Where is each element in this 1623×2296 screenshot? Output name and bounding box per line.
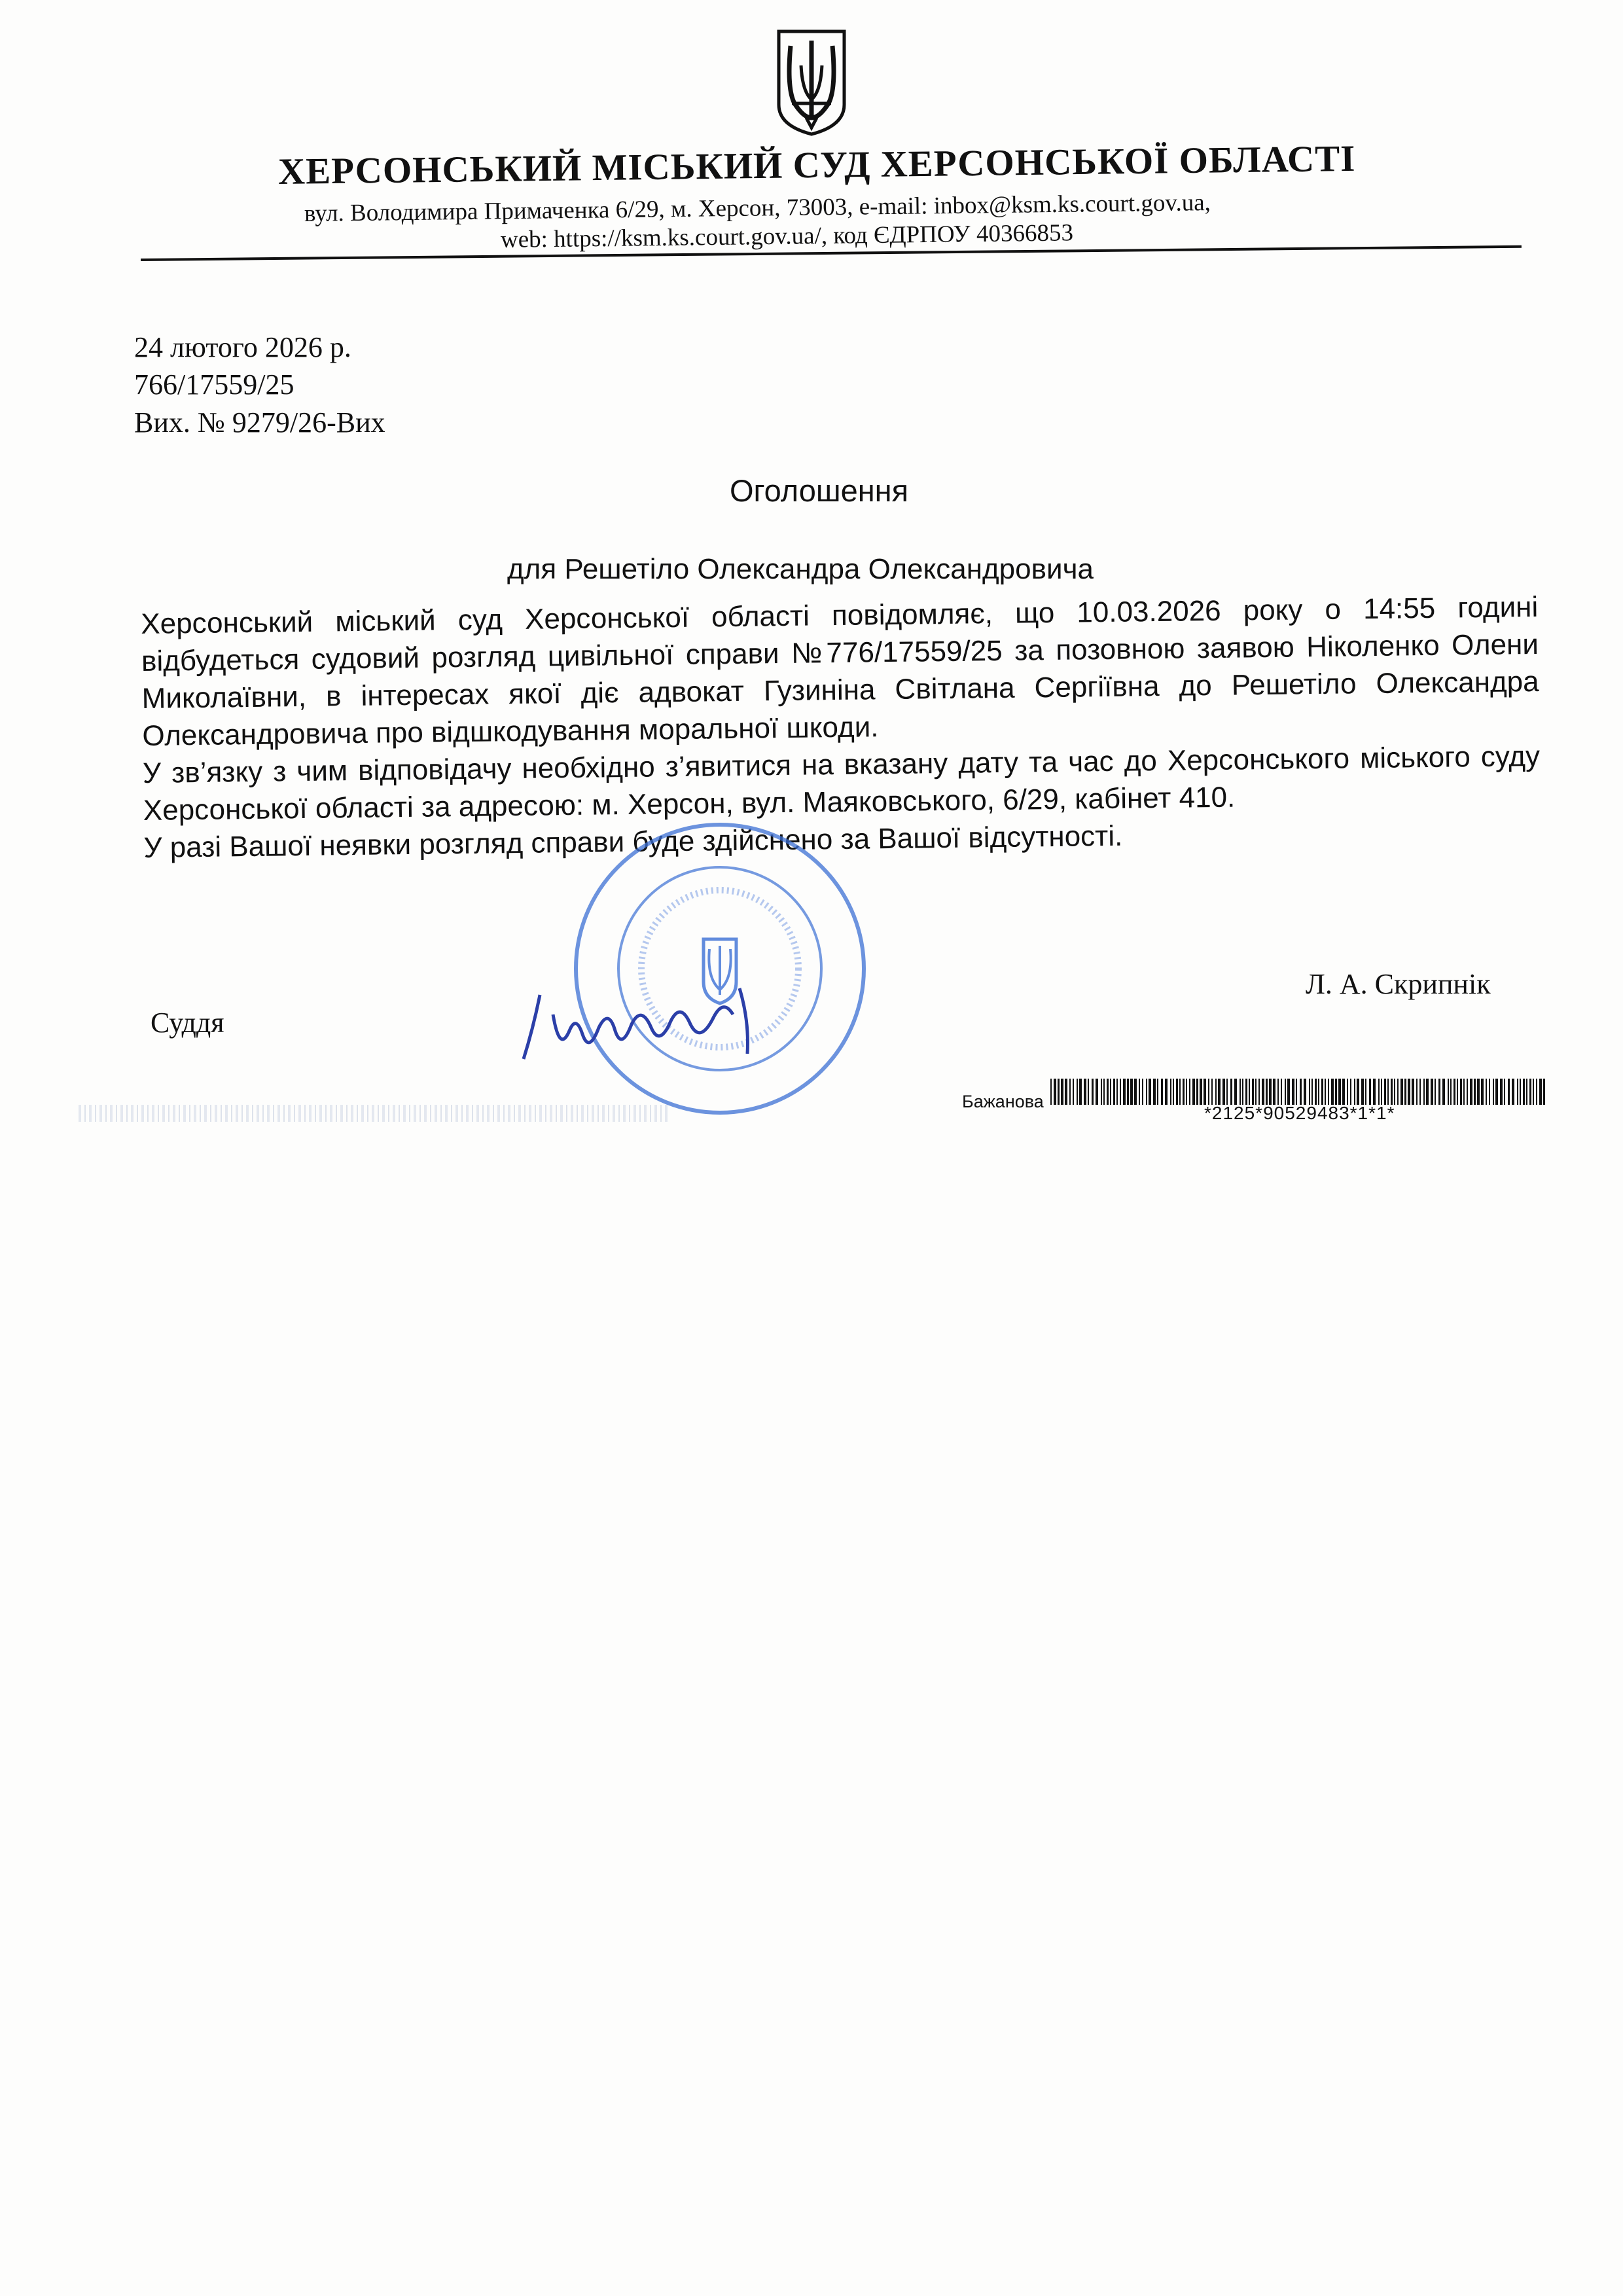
barcode-bar [1457, 1079, 1458, 1105]
barcode-bar [1361, 1079, 1364, 1105]
barcode-bar [1054, 1079, 1056, 1105]
court-address-line-1: вул. Володимира Примаченка 6/29, м. Херсон, 73003, e-mail: inbox@ksm.ks.court.gov.ua, [304, 189, 1211, 227]
body-paragraph-3: У разі Вашої неявки розгляд справи буде здійснено за Вашої відсутності. [143, 819, 1123, 864]
document-barcode [1050, 1079, 1548, 1105]
barcode-bar [1470, 1079, 1472, 1105]
barcode-bar [1196, 1079, 1198, 1105]
barcode-bar [1242, 1079, 1243, 1105]
barcode-bar [1431, 1079, 1433, 1105]
body-paragraph-1: Херсонський міський суд Херсонської області повідомляє, що 10.03.2026 року о 14:55 годині відбудеться судовий розгляд цивільної справи №776/17559/25 за позовною заявою Ніколенко Олени Миколаївни, в інтересах якої діє адвокат Гузиніна Світлана Сергіївна до Решетіло Олександра Олександровича про відшкодування моральної шкоди. [141, 590, 1539, 752]
barcode-bar [1397, 1079, 1399, 1105]
barcode-bar [1400, 1079, 1403, 1105]
barcode-bar [1123, 1079, 1126, 1105]
barcode-bar [1077, 1079, 1078, 1105]
barcode-bar [1486, 1079, 1487, 1105]
barcode-bar [1211, 1079, 1213, 1105]
barcode-bar [1296, 1079, 1297, 1105]
barcode-bar [1347, 1079, 1348, 1105]
barcode-bar [1304, 1079, 1306, 1105]
barcode-bar [1226, 1079, 1228, 1105]
case-number: 766/17559/25 [134, 368, 294, 401]
barcode-bar [1285, 1079, 1286, 1105]
barcode-bar [1523, 1079, 1525, 1105]
barcode-bar [1426, 1079, 1429, 1105]
barcode-bar [1331, 1079, 1334, 1105]
barcode-bar [1103, 1079, 1105, 1105]
barcode-bar [1255, 1079, 1257, 1105]
judge-name: Л. А. Скрипнік [1306, 968, 1491, 1000]
body-paragraph-2: У зв’язку з чим відповідачу необхідно з’явитися на вказану дату та час до Херсонського міського суду Херсонської області за адресою: м. Херсон, вул. Маяковського, 6/29, кабінет 410. [142, 740, 1541, 827]
barcode-bar [1474, 1079, 1476, 1105]
barcode-bar [1273, 1079, 1275, 1105]
barcode-bar [1127, 1079, 1129, 1105]
barcode-bar [1423, 1079, 1425, 1105]
barcode-bar [1240, 1079, 1241, 1105]
barcode-bar [1215, 1079, 1217, 1105]
barcode-bar [1450, 1079, 1452, 1105]
barcode-bar [1529, 1079, 1531, 1105]
barcode-bar [1394, 1079, 1395, 1105]
barcode-bar [1200, 1079, 1202, 1105]
barcode-bar [1311, 1079, 1313, 1105]
barcode-bar [1092, 1079, 1094, 1105]
barcode-bar [1435, 1079, 1436, 1105]
barcode-bar [1517, 1079, 1518, 1105]
barcode-bar [1161, 1079, 1163, 1105]
barcode-bar [1192, 1079, 1195, 1105]
barcode-author: Бажанова [962, 1092, 1044, 1111]
barcode-bar [1258, 1079, 1260, 1105]
barcode-bar [1442, 1079, 1445, 1105]
barcode-bar [1404, 1079, 1406, 1105]
recipient-line: для Решетіло Олександра Олександровича [507, 553, 1094, 585]
barcode-bar [1373, 1079, 1376, 1105]
barcode-bar [1252, 1079, 1254, 1105]
barcode-bar [1173, 1079, 1174, 1105]
trident-emblem-icon [772, 26, 851, 137]
barcode-bar [1058, 1079, 1060, 1105]
barcode-bar [1533, 1079, 1534, 1105]
barcode-bar [1234, 1079, 1237, 1105]
barcode-bar [1438, 1079, 1440, 1105]
barcode-bar [1508, 1079, 1510, 1105]
barcode-bar [1262, 1079, 1264, 1105]
barcode-bar [1300, 1079, 1302, 1105]
barcode-bar [1222, 1079, 1225, 1105]
barcode-bar [1365, 1079, 1366, 1105]
barcode-bar [1309, 1079, 1310, 1105]
barcode-bar [1208, 1079, 1209, 1105]
barcode-bar [1218, 1079, 1221, 1105]
barcode-bar [1266, 1079, 1268, 1105]
barcode-bar [1170, 1079, 1171, 1105]
barcode-bar [1391, 1079, 1393, 1105]
barcode-bar [1481, 1079, 1484, 1105]
barcode-bar [1287, 1079, 1290, 1105]
barcode-code: *2125*90529483*1*1* [1204, 1103, 1395, 1123]
barcode-bar [1189, 1079, 1190, 1105]
barcode-bar [1378, 1079, 1380, 1105]
barcode-bar [1107, 1079, 1109, 1105]
barcode-bar [1120, 1079, 1121, 1105]
barcode-bar [1281, 1079, 1282, 1105]
barcode-bar [1495, 1079, 1498, 1105]
barcode-bar [1101, 1079, 1102, 1105]
barcode-bar [1477, 1079, 1480, 1105]
barcode-bar [1520, 1079, 1521, 1105]
barcode-bar [1149, 1079, 1151, 1105]
barcode-bar [1350, 1079, 1351, 1105]
barcode-bar [1493, 1079, 1494, 1105]
barcode-bar [1153, 1079, 1156, 1105]
barcode-bar [1387, 1079, 1389, 1105]
barcode-bar [1113, 1079, 1115, 1105]
barcode-bar [1321, 1079, 1323, 1105]
barcode-bar [1249, 1079, 1250, 1105]
judge-signature [504, 969, 792, 1067]
barcode-bar [1419, 1079, 1421, 1105]
barcode-bar [1512, 1079, 1514, 1105]
barcode-bar [1292, 1079, 1294, 1105]
barcode-bar [1467, 1079, 1468, 1105]
barcode-bar [1315, 1079, 1317, 1105]
barcode-bar [1384, 1079, 1386, 1105]
barcode-bar [1539, 1079, 1542, 1105]
barcode-bar [1179, 1079, 1181, 1105]
court-address-line-2: web: https://ksm.ks.court.gov.ua/, код ЄДРПОУ 40366853 [500, 219, 1074, 253]
barcode-bar [1325, 1079, 1326, 1105]
barcode-bar [1069, 1079, 1071, 1105]
barcode-bar [1448, 1079, 1449, 1105]
barcode-bar [1357, 1079, 1359, 1105]
barcode-bar [1338, 1079, 1341, 1105]
barcode-bar [1342, 1079, 1345, 1105]
judge-title: Суддя [151, 1007, 224, 1039]
barcode-bar [1204, 1079, 1206, 1105]
barcode-bar [1176, 1079, 1178, 1105]
court-name: ХЕРСОНСЬКИЙ МІСЬКИЙ СУД ХЕРСОНСЬКОЇ ОБЛАСТІ [277, 137, 1356, 192]
barcode-bar [1500, 1079, 1503, 1105]
barcode-bar [1084, 1079, 1086, 1105]
barcode-bar [1489, 1079, 1490, 1105]
barcode-bar [1543, 1079, 1545, 1105]
barcode-bar [1130, 1079, 1133, 1105]
barcode-bar [1328, 1079, 1329, 1105]
barcode-bar [1142, 1079, 1143, 1105]
barcode-bar [1463, 1079, 1465, 1105]
barcode-bar [1526, 1079, 1527, 1105]
barcode-bar [1269, 1079, 1272, 1105]
barcode-bar [1157, 1079, 1158, 1105]
barcode-bar [1096, 1079, 1098, 1105]
barcode-bar [1165, 1079, 1168, 1105]
barcode-bar [1536, 1079, 1537, 1105]
barcode-bar [1354, 1079, 1355, 1105]
outgoing-number: Вих. № 9279/26-Вих [134, 406, 385, 439]
barcode-bar [1454, 1079, 1455, 1105]
barcode-bar [1245, 1079, 1247, 1105]
barcode-bar [1408, 1079, 1410, 1105]
barcode-bar [1318, 1079, 1319, 1105]
barcode-bar [1079, 1079, 1082, 1105]
barcode-bar [1183, 1079, 1185, 1105]
barcode-bar [1335, 1079, 1337, 1105]
barcode-bar [1230, 1079, 1232, 1105]
barcode-bar [1381, 1079, 1382, 1105]
barcode-bar [1088, 1079, 1089, 1105]
barcode-bar [1416, 1079, 1418, 1105]
barcode-bar [1050, 1079, 1052, 1105]
document-title: Оголошення [730, 473, 909, 508]
barcode-bar [1116, 1079, 1118, 1105]
barcode-bar [1110, 1079, 1111, 1105]
barcode-bar [1186, 1079, 1187, 1105]
barcode-bar [1146, 1079, 1147, 1105]
barcode-bar [1460, 1079, 1462, 1105]
barcode-bar [1139, 1079, 1140, 1105]
barcode-bar [1061, 1079, 1063, 1105]
faded-barcode-ghost [79, 1105, 668, 1122]
barcode-bar [1412, 1079, 1414, 1105]
barcode-bar [1504, 1079, 1505, 1105]
barcode-bar [1277, 1079, 1279, 1105]
barcode-bar [1073, 1079, 1074, 1105]
document-date: 24 лютого 2026 р. [134, 331, 351, 363]
barcode-bar [1369, 1079, 1371, 1105]
barcode-bar [1065, 1079, 1067, 1105]
barcode-bar [1134, 1079, 1137, 1105]
